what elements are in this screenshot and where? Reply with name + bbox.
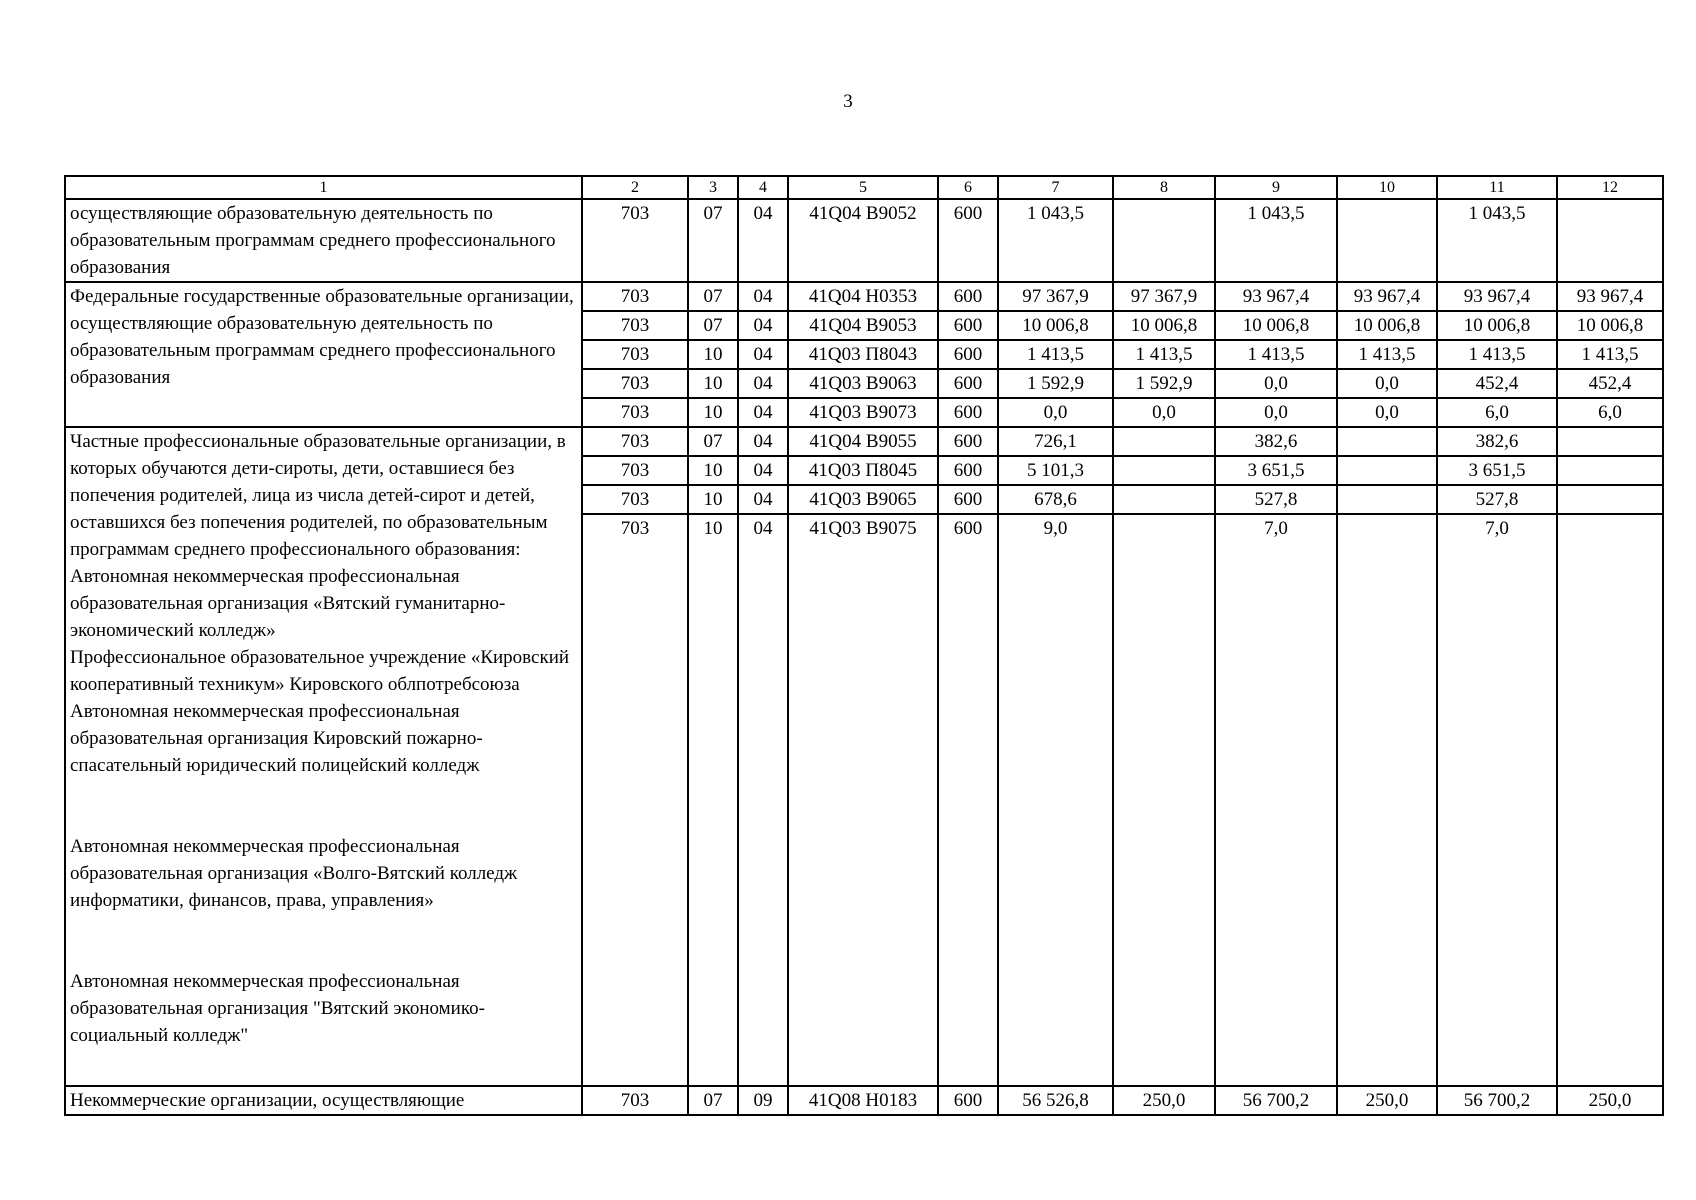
col-header-6: 6 bbox=[938, 176, 998, 199]
organization-name: Автономная некоммерческая профессиональная образовательная организация Кировский пожарно-спасательный юридический полицейский колледж bbox=[70, 701, 483, 776]
col-header-9: 9 bbox=[1215, 176, 1337, 199]
cell-col11: 1 413,5 bbox=[1437, 340, 1557, 369]
cell-col11: 56 700,2 bbox=[1437, 1086, 1557, 1115]
cell-chapter: 703 bbox=[582, 1086, 688, 1115]
cell-section: 07 bbox=[688, 1086, 738, 1115]
organization-name: Автономная некоммерческая профессиональная образовательная организация «Волго-Вятский колледж информатики, финансов, права, управления» bbox=[70, 836, 518, 911]
cell-col12: 452,4 bbox=[1557, 369, 1663, 398]
cell-expense-type: 600 bbox=[938, 311, 998, 340]
cell-subsection: 09 bbox=[738, 1086, 788, 1115]
cell-col11: 1 043,5 bbox=[1437, 199, 1557, 282]
cell-col8 bbox=[1113, 485, 1215, 514]
cell-col8: 1 413,5 bbox=[1113, 340, 1215, 369]
cell-col11: 6,0 bbox=[1437, 398, 1557, 427]
cell-section: 10 bbox=[688, 369, 738, 398]
col-header-11: 11 bbox=[1437, 176, 1557, 199]
cell-chapter: 703 bbox=[582, 369, 688, 398]
cell-subsection: 04 bbox=[738, 311, 788, 340]
cell-section: 07 bbox=[688, 427, 738, 456]
cell-col8 bbox=[1113, 427, 1215, 456]
cell-col10 bbox=[1337, 199, 1437, 282]
cell-col7: 10 006,8 bbox=[998, 311, 1113, 340]
cell-subsection: 04 bbox=[738, 398, 788, 427]
cell-subsection: 04 bbox=[738, 199, 788, 282]
cell-expense-type: 600 bbox=[938, 427, 998, 456]
cell-col9: 0,0 bbox=[1215, 398, 1337, 427]
organization-name: Профессиональное образовательное учреждение «Кировский кооперативный техникум» Кировского облпотребсоюза bbox=[70, 647, 570, 695]
cell-col7: 5 101,3 bbox=[998, 456, 1113, 485]
cell-subsection: 04 bbox=[738, 340, 788, 369]
cell-section: 10 bbox=[688, 514, 738, 1086]
cell-expense-type: 600 bbox=[938, 398, 998, 427]
cell-col10 bbox=[1337, 427, 1437, 456]
cell-col8 bbox=[1113, 514, 1215, 1086]
row-name-text: Частные профессиональные образовательные организации, в которых обучаются дети-сироты, дети, оставшиеся без попечения родителей, лица из числа детей-сирот и детей, оставшихся без попечения родителей, по образовательным программам среднего профессионального образования: bbox=[70, 431, 566, 560]
col-header-5: 5 bbox=[788, 176, 938, 199]
col-header-3: 3 bbox=[688, 176, 738, 199]
cell-col12: 250,0 bbox=[1557, 1086, 1663, 1115]
cell-col12 bbox=[1557, 199, 1663, 282]
row-name: осуществляющие образовательную деятельность по образовательным программам среднего профессионального образования bbox=[65, 199, 582, 282]
cell-col9: 10 006,8 bbox=[1215, 311, 1337, 340]
cell-col12 bbox=[1557, 514, 1663, 1086]
cell-col11: 527,8 bbox=[1437, 485, 1557, 514]
cell-col12 bbox=[1557, 456, 1663, 485]
cell-expense-type: 600 bbox=[938, 199, 998, 282]
spacer bbox=[70, 779, 577, 833]
cell-target-article: 41Q03 В9065 bbox=[788, 485, 938, 514]
cell-section: 07 bbox=[688, 282, 738, 311]
cell-target-article: 41Q03 В9063 bbox=[788, 369, 938, 398]
cell-col7: 0,0 bbox=[998, 398, 1113, 427]
cell-col8: 250,0 bbox=[1113, 1086, 1215, 1115]
cell-section: 10 bbox=[688, 456, 738, 485]
cell-subsection: 04 bbox=[738, 282, 788, 311]
cell-section: 07 bbox=[688, 199, 738, 282]
cell-target-article: 41Q04 Н0353 bbox=[788, 282, 938, 311]
cell-expense-type: 600 bbox=[938, 514, 998, 1086]
cell-expense-type: 600 bbox=[938, 282, 998, 311]
cell-col10: 93 967,4 bbox=[1337, 282, 1437, 311]
cell-target-article: 41Q04 В9053 bbox=[788, 311, 938, 340]
cell-section: 07 bbox=[688, 311, 738, 340]
cell-section: 10 bbox=[688, 340, 738, 369]
col-header-2: 2 bbox=[582, 176, 688, 199]
cell-col11: 452,4 bbox=[1437, 369, 1557, 398]
cell-col11: 93 967,4 bbox=[1437, 282, 1557, 311]
cell-col9: 93 967,4 bbox=[1215, 282, 1337, 311]
cell-col7: 1 043,5 bbox=[998, 199, 1113, 282]
cell-col7: 726,1 bbox=[998, 427, 1113, 456]
cell-col11: 10 006,8 bbox=[1437, 311, 1557, 340]
cell-col10: 0,0 bbox=[1337, 369, 1437, 398]
cell-subsection: 04 bbox=[738, 456, 788, 485]
spacer bbox=[70, 914, 577, 968]
cell-expense-type: 600 bbox=[938, 485, 998, 514]
cell-chapter: 703 bbox=[582, 311, 688, 340]
cell-chapter: 703 bbox=[582, 398, 688, 427]
col-header-8: 8 bbox=[1113, 176, 1215, 199]
table-row bbox=[65, 427, 1663, 456]
cell-col7: 1 413,5 bbox=[998, 340, 1113, 369]
cell-chapter: 703 bbox=[582, 456, 688, 485]
cell-col10: 10 006,8 bbox=[1337, 311, 1437, 340]
cell-col7: 678,6 bbox=[998, 485, 1113, 514]
cell-target-article: 41Q08 Н0183 bbox=[788, 1086, 938, 1115]
cell-col11: 3 651,5 bbox=[1437, 456, 1557, 485]
cell-col9: 527,8 bbox=[1215, 485, 1337, 514]
cell-col10 bbox=[1337, 485, 1437, 514]
cell-chapter: 703 bbox=[582, 282, 688, 311]
cell-chapter: 703 bbox=[582, 199, 688, 282]
row-name bbox=[65, 427, 582, 1086]
cell-col9: 382,6 bbox=[1215, 427, 1337, 456]
row-name: Федеральные государственные образовательные организации, осуществляющие образовательную деятельность по образовательным программам среднего профессионального образования bbox=[65, 282, 582, 427]
cell-chapter: 703 bbox=[582, 427, 688, 456]
cell-col8 bbox=[1113, 199, 1215, 282]
table-row bbox=[65, 1086, 1663, 1115]
cell-col8: 0,0 bbox=[1113, 398, 1215, 427]
column-number-row bbox=[65, 176, 1663, 199]
cell-col9: 7,0 bbox=[1215, 514, 1337, 1086]
row-name: Некоммерческие организации, осуществляющие bbox=[65, 1086, 582, 1115]
cell-subsection: 04 bbox=[738, 427, 788, 456]
cell-target-article: 41Q04 В9052 bbox=[788, 199, 938, 282]
cell-target-article: 41Q03 П8043 bbox=[788, 340, 938, 369]
cell-target-article: 41Q03 В9075 bbox=[788, 514, 938, 1086]
cell-subsection: 04 bbox=[738, 369, 788, 398]
col-header-10: 10 bbox=[1337, 176, 1437, 199]
cell-col9: 1 043,5 bbox=[1215, 199, 1337, 282]
cell-col11: 7,0 bbox=[1437, 514, 1557, 1086]
cell-col8: 10 006,8 bbox=[1113, 311, 1215, 340]
cell-col10 bbox=[1337, 456, 1437, 485]
cell-expense-type: 600 bbox=[938, 1086, 998, 1115]
cell-expense-type: 600 bbox=[938, 340, 998, 369]
cell-col12: 10 006,8 bbox=[1557, 311, 1663, 340]
cell-col11: 382,6 bbox=[1437, 427, 1557, 456]
cell-col10 bbox=[1337, 514, 1437, 1086]
cell-col9: 0,0 bbox=[1215, 369, 1337, 398]
cell-subsection: 04 bbox=[738, 485, 788, 514]
cell-col9: 3 651,5 bbox=[1215, 456, 1337, 485]
col-header-7: 7 bbox=[998, 176, 1113, 199]
cell-col10: 1 413,5 bbox=[1337, 340, 1437, 369]
cell-col8 bbox=[1113, 456, 1215, 485]
cell-section: 10 bbox=[688, 485, 738, 514]
cell-col12: 93 967,4 bbox=[1557, 282, 1663, 311]
cell-col10: 0,0 bbox=[1337, 398, 1437, 427]
col-header-1: 1 bbox=[65, 176, 582, 199]
cell-col7: 97 367,9 bbox=[998, 282, 1113, 311]
page-number: 3 bbox=[843, 91, 853, 112]
cell-chapter: 703 bbox=[582, 514, 688, 1086]
cell-target-article: 41Q03 В9073 bbox=[788, 398, 938, 427]
cell-target-article: 41Q03 П8045 bbox=[788, 456, 938, 485]
organization-name: Автономная некоммерческая профессиональная образовательная организация "Вятский экономико-социальный колледж" bbox=[70, 971, 485, 1046]
cell-col12 bbox=[1557, 485, 1663, 514]
cell-col8: 1 592,9 bbox=[1113, 369, 1215, 398]
cell-col9: 1 413,5 bbox=[1215, 340, 1337, 369]
col-header-4: 4 bbox=[738, 176, 788, 199]
cell-col8: 97 367,9 bbox=[1113, 282, 1215, 311]
cell-target-article: 41Q04 В9055 bbox=[788, 427, 938, 456]
cell-col12 bbox=[1557, 427, 1663, 456]
cell-col12: 1 413,5 bbox=[1557, 340, 1663, 369]
cell-col12: 6,0 bbox=[1557, 398, 1663, 427]
col-header-12: 12 bbox=[1557, 176, 1663, 199]
cell-col10: 250,0 bbox=[1337, 1086, 1437, 1115]
cell-col7: 9,0 bbox=[998, 514, 1113, 1086]
cell-chapter: 703 bbox=[582, 340, 688, 369]
table-row bbox=[65, 199, 1663, 282]
table-row bbox=[65, 282, 1663, 311]
cell-expense-type: 600 bbox=[938, 369, 998, 398]
cell-section: 10 bbox=[688, 398, 738, 427]
cell-expense-type: 600 bbox=[938, 456, 998, 485]
cell-col7: 56 526,8 bbox=[998, 1086, 1113, 1115]
cell-col7: 1 592,9 bbox=[998, 369, 1113, 398]
cell-col9: 56 700,2 bbox=[1215, 1086, 1337, 1115]
budget-table bbox=[64, 175, 1664, 1116]
organization-name: Автономная некоммерческая профессиональная образовательная организация «Вятский гуманитарно-экономический колледж» bbox=[70, 566, 506, 641]
cell-chapter: 703 bbox=[582, 485, 688, 514]
cell-subsection: 04 bbox=[738, 514, 788, 1086]
